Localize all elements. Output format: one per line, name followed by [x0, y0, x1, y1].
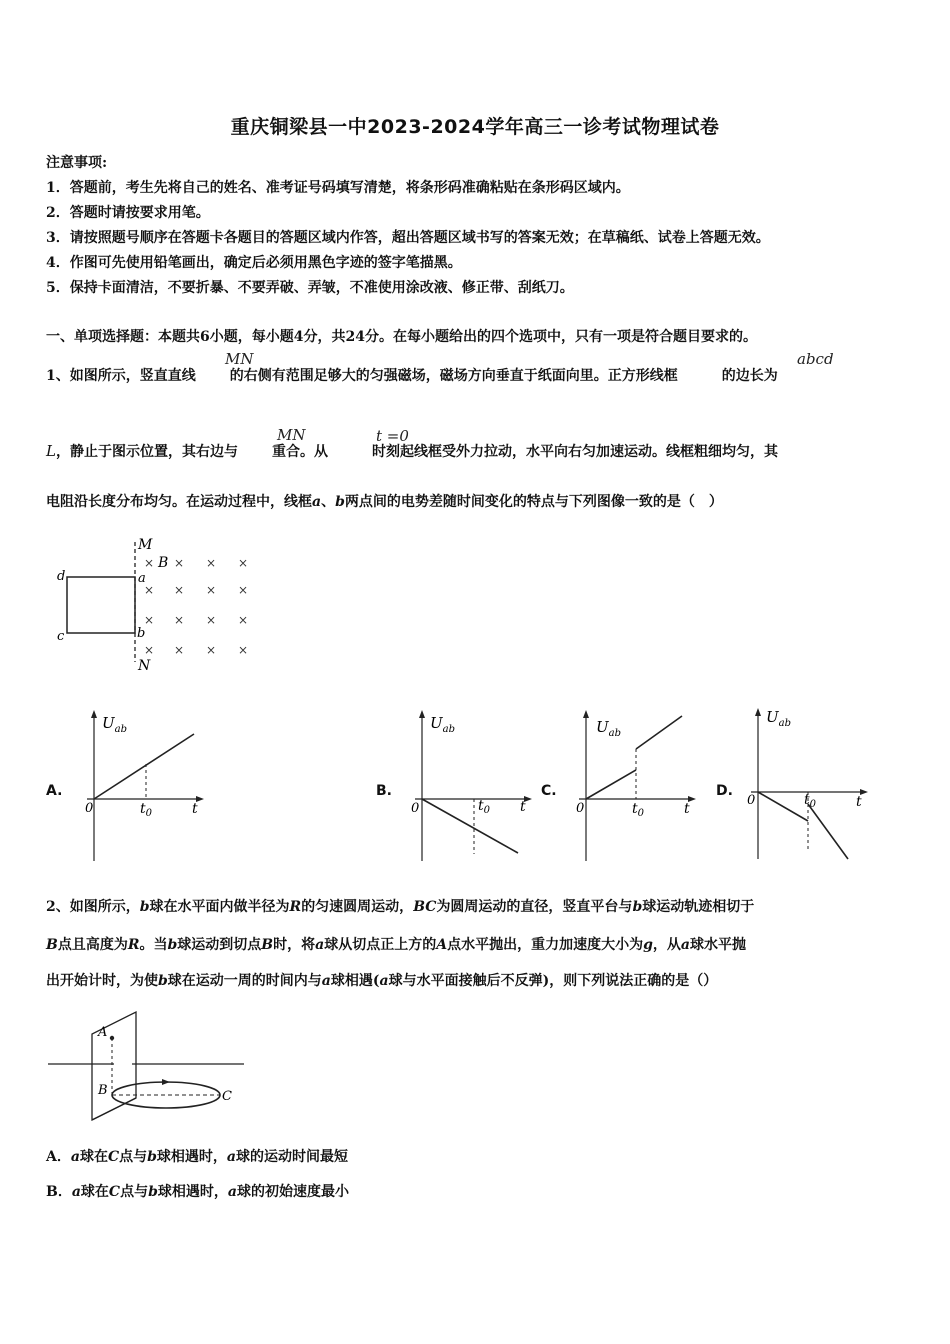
q1-text: 的边长为	[721, 368, 778, 384]
q1-L-symbol: L	[46, 442, 56, 460]
q1-line-2	[46, 441, 778, 461]
field-cross: ×	[174, 583, 185, 597]
q1-mn-symbol: MN	[225, 350, 254, 368]
field-cross: ×	[238, 583, 249, 597]
field-cross: ×	[206, 643, 217, 657]
t0-label: $t_0$	[632, 801, 645, 819]
uab-line	[94, 734, 194, 799]
option-c-label[interactable]: C.	[541, 783, 557, 799]
field-cross: ×	[238, 613, 249, 627]
q1-text: 两点间的电势差随时间变化的特点与下列图像一致的是（ ）	[344, 494, 723, 510]
label-field-b: B	[158, 555, 169, 571]
y-axis-label: $U_{ab}$	[102, 714, 128, 735]
t0-label: $t_0$	[140, 801, 153, 819]
label-c: c	[57, 629, 65, 644]
label-c: C	[222, 1089, 232, 1104]
origin-label: 0	[576, 801, 585, 816]
q1-mn-symbol: MN	[277, 426, 306, 444]
q2-option-b[interactable]: B．a球在C点与b球相遇时，a球的初始速度最小	[46, 1184, 349, 1200]
origin-label: 0	[411, 801, 420, 816]
q2-line-3: 出开始计时，为使b球在运动一周的时间内与a球相遇(a球与水平面接触后不反弹)，则下列说法正确的是（）	[46, 973, 718, 989]
uab-line	[422, 799, 518, 853]
uab-line-segment-2	[808, 804, 848, 859]
notice-item: 4．作图可先使用铅笔画出，确定后必须用黑色字迹的签字笔描黑。	[46, 255, 462, 271]
notice-item: 3．请按照题号顺序在答题卡各题目的答题区域内作答，超出答题区域书写的答案无效；在草稿纸、试卷上答题无效。	[46, 230, 770, 246]
uab-line-segment-2	[636, 716, 682, 749]
q1-t0-symbol: t =0	[376, 427, 409, 445]
field-cross: ×	[144, 583, 155, 597]
q1-line-3	[46, 491, 723, 511]
q2-line-2: B点且高度为R。当b球运动到切点B时，将a球从切点正上方的A点水平抛出，重力加速度大小为g，从a球水平抛	[46, 937, 746, 953]
q1-text: ，静止于图示位置，其右边与	[55, 444, 238, 460]
section-heading: 一、单项选择题：本题共6小题，每小题4分，共24分。在每小题给出的四个选项中，只有一项是符合题目要求的。	[46, 329, 757, 345]
field-cross: ×	[206, 583, 217, 597]
t-axis-label: t	[520, 799, 526, 815]
q1-text: 重合。从	[271, 444, 328, 460]
q2-line-1: 2、如图所示，b球在水平面内做半径为R的匀速圆周运动，BC为圆周运动的直径，竖直平台与b球运动轨迹相切于	[46, 899, 755, 915]
option-d-label[interactable]: D.	[716, 783, 733, 799]
option-c-graph	[574, 706, 704, 866]
notice-heading: 注意事项:	[46, 155, 108, 171]
y-axis-label: $U_{ab}$	[766, 708, 792, 729]
q2-platform-figure	[44, 1008, 249, 1128]
page-title: 重庆铜梁县一中2023-2024学年高三一诊考试物理试卷	[230, 116, 720, 138]
field-cross: ×	[238, 556, 249, 570]
field-cross: ×	[238, 643, 249, 657]
t-axis-label: t	[192, 801, 198, 817]
label-b: b	[137, 626, 146, 641]
field-cross: ×	[174, 613, 185, 627]
field-cross: ×	[174, 643, 185, 657]
origin-label: 0	[747, 793, 756, 808]
origin-label: 0	[85, 801, 94, 816]
q2-option-a[interactable]: A．a球在C点与b球相遇时，a球的运动时间最短	[46, 1149, 348, 1165]
field-cross: ×	[144, 556, 155, 570]
q1-point-b: b	[335, 494, 345, 510]
field-cross: ×	[206, 556, 217, 570]
q1-abcd-symbol: abcd	[797, 350, 834, 368]
field-cross: ×	[144, 643, 155, 657]
point-a-dot	[110, 1036, 114, 1040]
label-a: A	[98, 1025, 108, 1040]
notice-item: 5．保持卡面清洁，不要折暴、不要弄破、弄皱，不准使用涂改液、修正带、刮纸刀。	[46, 280, 574, 296]
q1-text: 电阻沿长度分布均匀。在运动过程中，线框	[46, 494, 312, 510]
y-axis-label: $U_{ab}$	[596, 718, 622, 739]
notice-item: 1．答题前，考生先将自己的姓名、准考证号码填写清楚，将条形码准确粘贴在条形码区域内。	[46, 180, 630, 196]
t0-label: $t_0$	[804, 792, 817, 810]
option-a-graph	[82, 706, 212, 866]
q1-text: 的右侧有范围足够大的匀强磁场，磁场方向垂直于纸面向里。正方形线框	[229, 368, 678, 384]
field-cross: ×	[206, 613, 217, 627]
notice-item: 2．答题时请按要求用笔。	[46, 205, 210, 221]
option-d-graph	[746, 704, 876, 864]
uab-line-segment-1	[758, 792, 808, 821]
label-a: a	[138, 571, 146, 586]
direction-arrow	[162, 1079, 170, 1085]
q1-text: 时刻起线框受外力拉动，水平向右匀加速运动。线框粗细均匀，其	[371, 444, 778, 460]
label-n: N	[138, 658, 151, 674]
uab-line-segment-1	[586, 770, 636, 799]
notice-block	[46, 151, 916, 301]
option-b-graph	[410, 706, 540, 866]
label-b: B	[98, 1083, 108, 1098]
field-cross: ×	[174, 556, 185, 570]
q1-point-a: a	[312, 494, 322, 510]
label-m: M	[138, 537, 153, 553]
y-axis-label: $U_{ab}$	[430, 714, 456, 735]
option-b-label[interactable]: B.	[376, 783, 392, 799]
q1-text: 1、如图所示，竖直直线	[46, 368, 196, 384]
q1-magnetic-field-figure	[50, 532, 260, 677]
q1-text: 、	[321, 494, 336, 510]
q1-line-1	[46, 365, 778, 385]
option-a-label[interactable]: A.	[46, 783, 63, 799]
t-axis-label: t	[684, 801, 690, 817]
t0-label: $t_0$	[478, 798, 491, 816]
label-d: d	[57, 569, 66, 584]
square-loop	[67, 577, 135, 633]
field-cross: ×	[144, 613, 155, 627]
t-axis-label: t	[856, 794, 862, 810]
